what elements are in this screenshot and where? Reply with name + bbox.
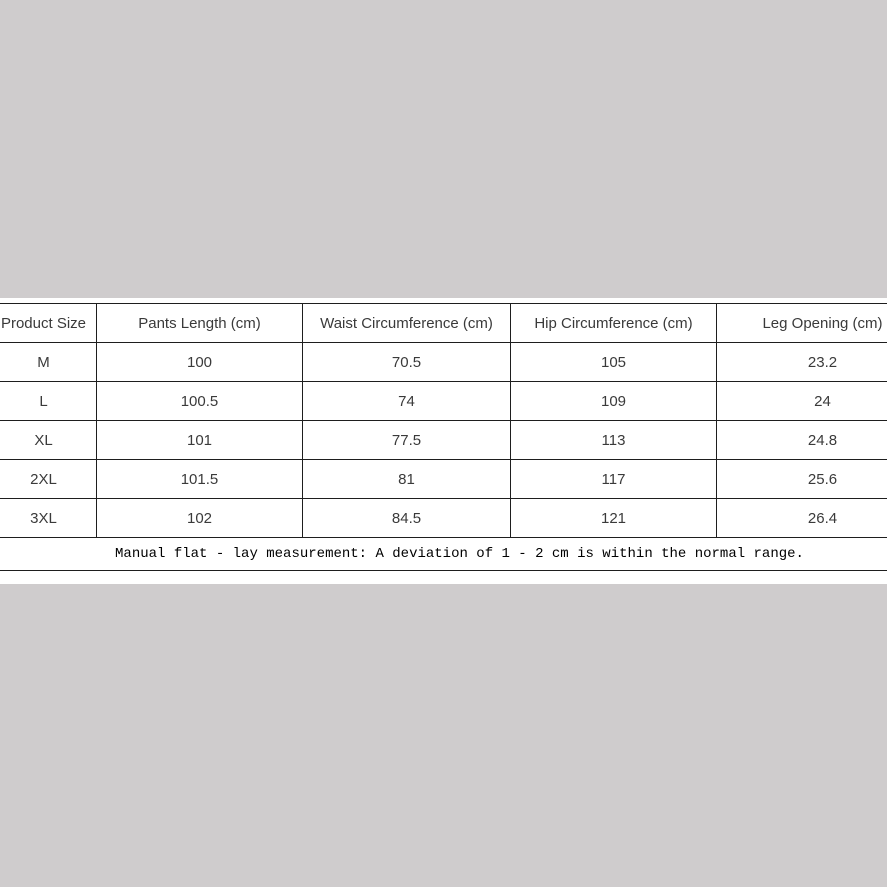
value-cell: 113 (511, 421, 717, 460)
value-cell: 74 (303, 382, 511, 421)
table-row-m (0, 343, 887, 382)
size-cell: XL (0, 421, 97, 460)
note-row (0, 538, 887, 571)
value-cell: 101.5 (97, 460, 303, 499)
size-cell: L (0, 382, 97, 421)
value-cell: 84.5 (303, 499, 511, 538)
value-cell: 26.4 (717, 499, 887, 538)
value-cell: 23.2 (717, 343, 887, 382)
table-row-l (0, 382, 887, 421)
size-chart-table (0, 303, 887, 571)
size-chart-panel (0, 298, 887, 584)
column-header-product-size: Product Size (0, 304, 97, 343)
value-cell: 117 (511, 460, 717, 499)
table-row-3xl (0, 499, 887, 538)
column-header-hip-circumference: Hip Circumference (cm) (511, 304, 717, 343)
column-header-pants-length: Pants Length (cm) (97, 304, 303, 343)
measurement-note: Manual flat - lay measurement: A deviation of 1 - 2 cm is within the normal range. (0, 538, 887, 571)
table-row-2xl (0, 460, 887, 499)
value-cell: 102 (97, 499, 303, 538)
value-cell: 121 (511, 499, 717, 538)
value-cell: 101 (97, 421, 303, 460)
value-cell: 109 (511, 382, 717, 421)
value-cell: 25.6 (717, 460, 887, 499)
size-cell: 2XL (0, 460, 97, 499)
value-cell: 70.5 (303, 343, 511, 382)
value-cell: 100.5 (97, 382, 303, 421)
value-cell: 24 (717, 382, 887, 421)
table-row-xl (0, 421, 887, 460)
value-cell: 100 (97, 343, 303, 382)
value-cell: 81 (303, 460, 511, 499)
column-header-leg-opening: Leg Opening (cm) (717, 304, 887, 343)
size-cell: M (0, 343, 97, 382)
value-cell: 105 (511, 343, 717, 382)
value-cell: 77.5 (303, 421, 511, 460)
column-header-waist-circumference: Waist Circumference (cm) (303, 304, 511, 343)
header-row (0, 304, 887, 343)
value-cell: 24.8 (717, 421, 887, 460)
size-cell: 3XL (0, 499, 97, 538)
